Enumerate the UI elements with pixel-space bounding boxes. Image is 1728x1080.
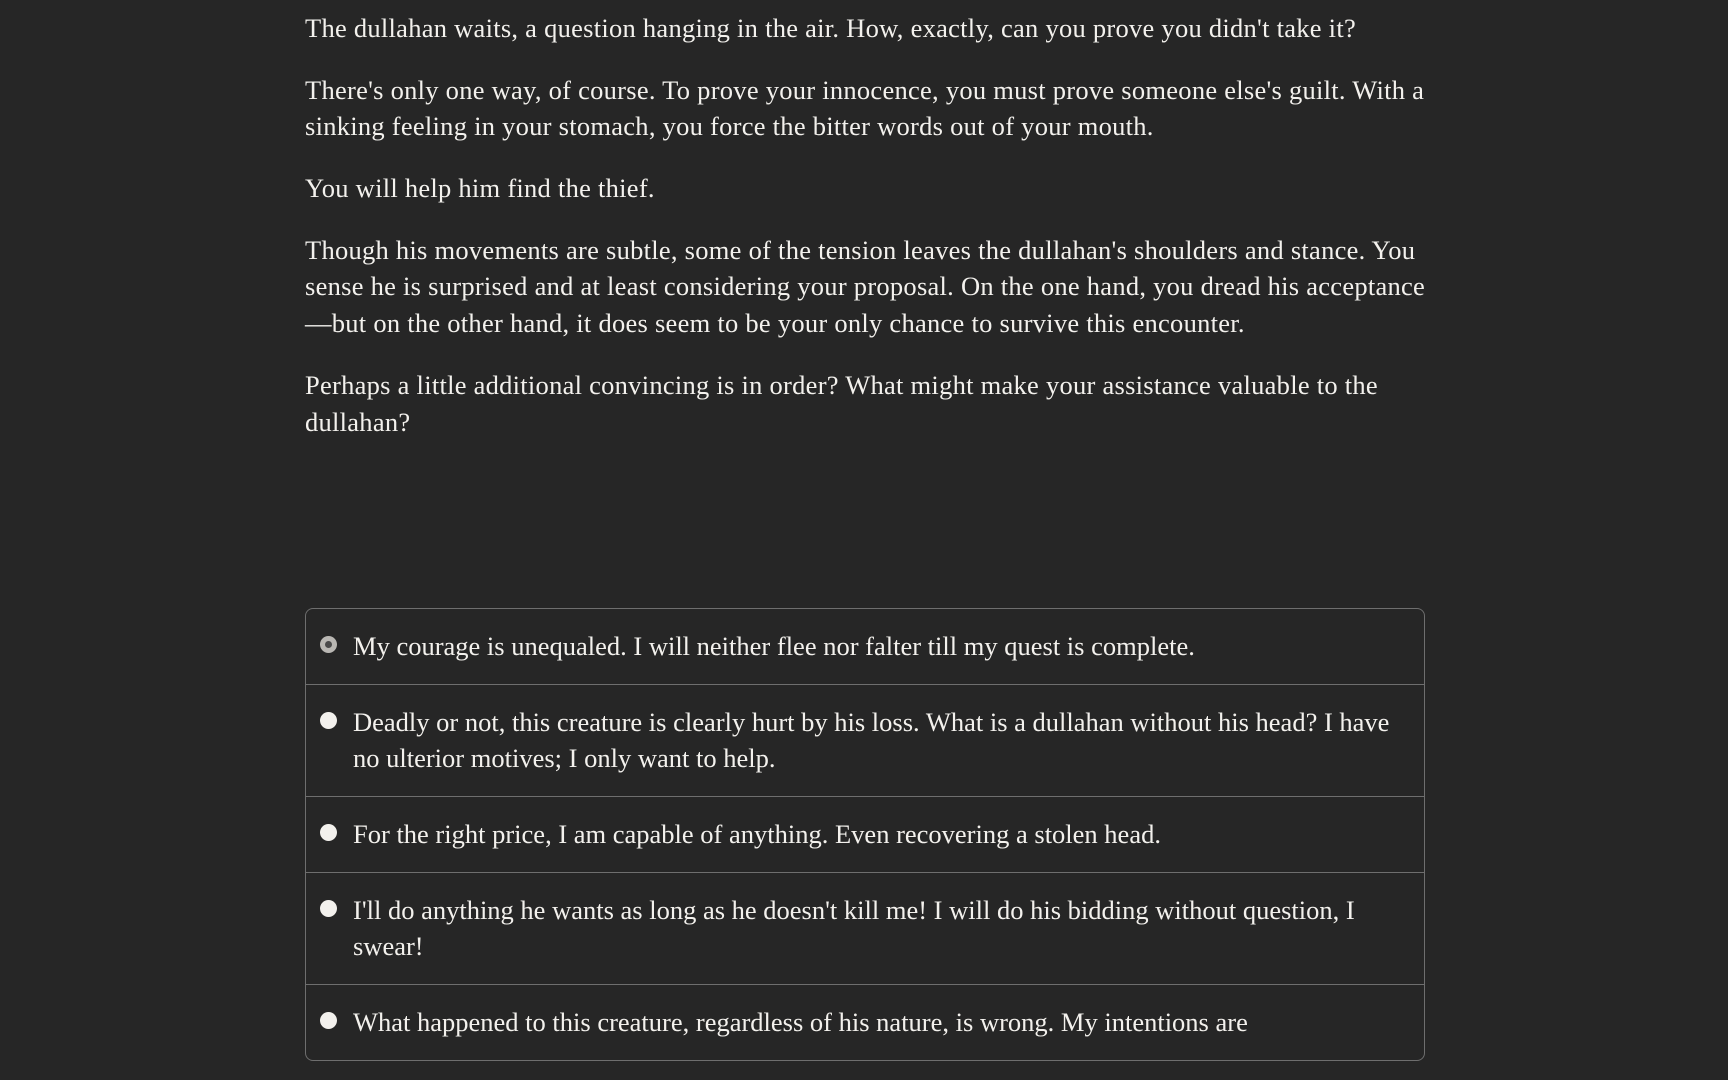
choice-option-3[interactable] [306, 797, 1424, 873]
radio-button-icon[interactable] [320, 712, 337, 729]
radio-button-icon[interactable] [320, 824, 337, 841]
choice-label: I'll do anything he wants as long as he doesn't kill me! I will do his bidding without question, I swear! [353, 894, 1355, 962]
choice-option-2[interactable] [306, 685, 1424, 797]
story-paragraph: You will help him find the thief. [305, 173, 655, 204]
choice-option-5[interactable] [306, 985, 1424, 1060]
choice-label: Deadly or not, this creature is clearly hurt by his loss. What is a dullahan without his head? I have no ulterior motives; I only want to help. [353, 706, 1390, 774]
radio-button-icon[interactable] [320, 636, 337, 653]
radio-button-icon[interactable] [320, 900, 337, 917]
story-prompt: Perhaps a little additional convincing is in order? What might make your assistance valuable to the dullahan? [305, 369, 1378, 437]
choice-list [305, 608, 1425, 1061]
radio-button-icon[interactable] [320, 1012, 337, 1029]
choice-option-4[interactable] [306, 873, 1424, 985]
story-paragraph: The dullahan waits, a question hanging in the air. How, exactly, can you prove you didn't take it? [305, 13, 1356, 43]
story-paragraph: Though his movements are subtle, some of the tension leaves the dullahan's shoulders and stance. You sense he is surprised and at least considering your proposal. On the one hand, you dread his acceptance—but on the other hand, it does seem to be your only chance to survive this encounter. [305, 234, 1426, 339]
choice-option-1[interactable] [306, 609, 1424, 685]
story-paragraph: There's only one way, of course. To prove your innocence, you must prove someone else's guilt. With a sinking feeling in your stomach, you force the bitter words out of your mouth. [305, 74, 1425, 142]
choice-label: My courage is unequaled. I will neither flee nor falter till my quest is complete. [353, 631, 1195, 661]
story-text [305, 10, 1440, 465]
choice-label: What happened to this creature, regardless of his nature, is wrong. My intentions are [353, 1007, 1248, 1038]
choice-label: For the right price, I am capable of anything. Even recovering a stolen head. [353, 819, 1161, 850]
